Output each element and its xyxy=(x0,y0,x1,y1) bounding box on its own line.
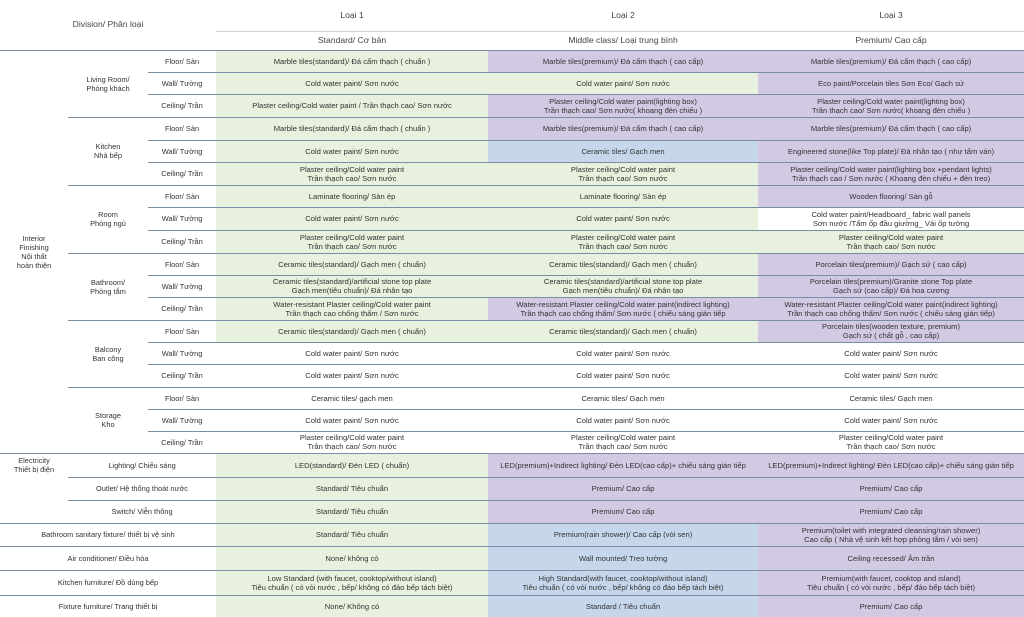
cell: Marble tiles(standard)/ Đá cẩm thạch ( chuẩn ) xyxy=(216,117,488,140)
cell: Marble tiles(standard)/ Đá cẩm thạch ( chuẩn ) xyxy=(216,50,488,72)
table-row xyxy=(0,140,1024,162)
row-label: Wall/ Tường xyxy=(148,409,216,431)
cell: None/ không có xyxy=(216,546,488,570)
header-row-1 xyxy=(0,0,1024,31)
cell: Cold water paint/ Sơn nước xyxy=(216,72,488,94)
loai3-header: Loại 3 xyxy=(758,0,1024,31)
row-label: Wall/ Tường xyxy=(148,342,216,364)
cell: Water-resistant Plaster ceiling/Cold water paint Trần thạch cao chống thấm / Sơn nước xyxy=(216,297,488,320)
table-row xyxy=(0,94,1024,117)
table-row xyxy=(0,253,1024,275)
cell: Ceramic tiles/ Gạch men xyxy=(488,387,758,409)
cell: Cold water paint/ Sơn nước xyxy=(488,72,758,94)
cell: LED(premium)+Indirect lighting/ Đèn LED(cao cấp)+ chiếu sáng gián tiếp xyxy=(758,453,1024,477)
cell: Plaster ceiling/Cold water paint Trần thạch cao/ Sơn nước xyxy=(758,230,1024,253)
cell: Plaster ceiling/Cold water paint Trần thạch cao/ Sơn nước xyxy=(758,431,1024,453)
table-row xyxy=(0,117,1024,140)
standard-header: Standard/ Cơ bản xyxy=(216,31,488,50)
kitchen-label: Kitchen Nhà bếp xyxy=(68,117,148,185)
cell: Ceramic tiles/ Gạch men xyxy=(488,140,758,162)
row-label: Floor/ Sàn xyxy=(148,387,216,409)
cell: Ceramic tiles(standard)/ Gạch men ( chuẩn) xyxy=(488,320,758,342)
row-label: Ceiling/ Trần xyxy=(148,230,216,253)
division-header: Division/ Phân loại xyxy=(0,0,216,50)
table-row xyxy=(0,477,1024,500)
table-row xyxy=(0,342,1024,364)
cell: Plaster ceiling/Cold water paint Trần thạch cao/ Sơn nước xyxy=(488,431,758,453)
cell: Ceramic tiles(standard)/ Gạch men ( chuẩn) xyxy=(216,253,488,275)
middle-header: Middle class/ Loại trung bình xyxy=(488,31,758,50)
cell: Premium(rain shower)/ Cao cấp (vòi sen) xyxy=(488,523,758,546)
row-label: Wall/ Tường xyxy=(148,140,216,162)
table-row xyxy=(0,207,1024,230)
row-label: Ceiling/ Trần xyxy=(148,297,216,320)
cell: Ceiling recessed/ Âm trần xyxy=(758,546,1024,570)
cell: Premium/ Cao cấp xyxy=(488,477,758,500)
loai2-header: Loại 2 xyxy=(488,0,758,31)
cell: Plaster ceiling/Cold water paint(lighting box) Trần thạch cao/ Sơn nước( khoang đèn chiếu ) xyxy=(758,94,1024,117)
cell: Porcelain tiles(premium)/Granite stone Top plate Gạch sứ (cao cấp)/ Đá hoa cương xyxy=(758,275,1024,297)
table-row xyxy=(0,50,1024,72)
cell: Premium/ Cao cấp xyxy=(758,500,1024,523)
cell: Porcelain tiles(premium)/ Gạch sứ ( cao cấp) xyxy=(758,253,1024,275)
cell: LED(premium)+Indirect lighting/ Đèn LED(cao cấp)+ chiếu sáng gián tiếp xyxy=(488,453,758,477)
cell: Standard/ Tiêu chuẩn xyxy=(216,477,488,500)
cell: Standard / Tiêu chuẩn xyxy=(488,595,758,617)
cell: Premium/ Cao cấp xyxy=(758,477,1024,500)
cell: Ceramic tiles(standard)/ Gạch men ( chuẩn) xyxy=(488,253,758,275)
cell: Cold water paint/ Sơn nước xyxy=(216,342,488,364)
table-row xyxy=(0,387,1024,409)
cell: Ceramic tiles(standard)/ Gạch men ( chuẩn) xyxy=(216,320,488,342)
cell: Plaster ceiling/Cold water paint / Trần thạch cao/ Sơn nước xyxy=(216,94,488,117)
row-label: Wall/ Tường xyxy=(148,207,216,230)
cell: Marble tiles(premium)/ Đá cẩm thạch ( cao cấp) xyxy=(488,117,758,140)
table-row xyxy=(0,275,1024,297)
cell: None/ Không có xyxy=(216,595,488,617)
cell: Cold water paint/ Sơn nước xyxy=(488,207,758,230)
table-row xyxy=(0,364,1024,387)
table-row xyxy=(0,523,1024,546)
table-row xyxy=(0,500,1024,523)
row-label: Fixture furniture/ Trang thiết bị xyxy=(58,601,158,611)
row-label: Floor/ Sàn xyxy=(148,117,216,140)
row-label: Floor/ Sàn xyxy=(148,185,216,207)
row-label: Floor/ Sàn xyxy=(148,253,216,275)
cell: Cold water paint/ Sơn nước xyxy=(216,364,488,387)
row-label: Outlet/ Hệ thống thoát nước xyxy=(68,477,216,500)
row-label: Floor/ Sàn xyxy=(148,50,216,72)
cell: LED(standard)/ Đèn LED ( chuẩn) xyxy=(216,453,488,477)
cell: Cold water paint/ Sơn nước xyxy=(216,409,488,431)
cell: High Standard(with faucet, cooktop/without island) Tiêu chuẩn ( có vòi nước , bếp/ không có đảo bếp tách biệt) xyxy=(488,570,758,595)
cell: Laminate flooring/ Sàn ép xyxy=(488,185,758,207)
cell: Plaster ceiling/Cold water paint(lighting box +pendant lights) Trần thạch cao / Sơn nước ( Khoang đèn chiếu + đèn treo) xyxy=(758,162,1024,185)
cell: Cold water paint/ Sơn nước xyxy=(488,364,758,387)
room-label: Room Phòng ngủ xyxy=(68,185,148,253)
table-row xyxy=(0,297,1024,320)
table-row xyxy=(0,595,1024,617)
table-row xyxy=(0,570,1024,595)
cell: Marble tiles(premium)/ Đá cẩm thạch ( cao cấp) xyxy=(488,50,758,72)
cell: Engineered stone(like Top plate)/ Đá nhân tạo ( như tấm ván) xyxy=(758,140,1024,162)
table-row xyxy=(0,431,1024,453)
cell: Standard/ Tiêu chuẩn xyxy=(216,523,488,546)
cell: Water-resistant Plaster ceiling/Cold water paint(indirect lighting) Trần thạch cao chống thấm/ Sơn nước ( chiếu sáng gián tiếp) xyxy=(758,297,1024,320)
balcony-label: Balcony Ban công xyxy=(68,320,148,387)
row-label: Switch/ Viễn thông xyxy=(68,500,216,523)
cell: Ceramic tiles/ Gạch men xyxy=(758,387,1024,409)
bathroom-label: Bathroom/ Phòng tắm xyxy=(68,253,148,320)
cell: Premium(toilet with integrated cleansing/rain shower) Cao cấp ( Nhà vệ sinh kết hợp phòng tắm / vòi sen) xyxy=(758,523,1024,546)
cell: Ceramic tiles(standard)/artificial stone top plate Gạch men(tiêu chuẩn)/ Đá nhân tạo xyxy=(488,275,758,297)
cell: Standard/ Tiêu chuẩn xyxy=(216,500,488,523)
table-row xyxy=(0,409,1024,431)
cell: Plaster ceiling/Cold water paint Trần thạch cao/ Sơn nước xyxy=(488,162,758,185)
table-row xyxy=(0,72,1024,94)
cell: Marble tiles(premium)/ Đá cẩm thạch ( cao cấp) xyxy=(758,50,1024,72)
cell: Plaster ceiling/Cold water paint Trần thạch cao/ Sơn nước xyxy=(488,230,758,253)
cell: Porcelain tiles(wooden texture, premium) Gạch sứ ( chất gỗ , cao cấp) xyxy=(758,320,1024,342)
electricity-category: Electricity Thiết bị điện xyxy=(0,453,68,523)
storage-label: Storage Kho xyxy=(68,387,148,453)
cell: Cold water paint/ Sơn nước xyxy=(488,409,758,431)
cell: Plaster ceiling/Cold water paint Trần thạch cao/ Sơn nước xyxy=(216,431,488,453)
row-label: Wall/ Tường xyxy=(148,72,216,94)
cell: Wall mounted/ Treo tường xyxy=(488,546,758,570)
cell: Premium(with faucet, cooktop and island) Tiêu chuẩn ( có vòi nước , bếp/ đảo bếp tách biệt) xyxy=(758,570,1024,595)
cell: Laminate flooring/ Sàn ép xyxy=(216,185,488,207)
row-label: Wall/ Tường xyxy=(148,275,216,297)
table-row xyxy=(0,185,1024,207)
loai1-header: Loại 1 xyxy=(216,0,488,31)
cell: Premium/ Cao cấp xyxy=(758,595,1024,617)
cell: Cold water paint/ Sơn nước xyxy=(488,342,758,364)
table-row xyxy=(0,320,1024,342)
table-row xyxy=(0,162,1024,185)
row-label: Ceiling/ Trần xyxy=(148,431,216,453)
cell: Cold water paint/ Sơn nước xyxy=(758,364,1024,387)
row-label: Lighting/ Chiếu sáng xyxy=(68,453,216,477)
table-row xyxy=(0,546,1024,570)
cell: Cold water paint/ Sơn nước xyxy=(216,207,488,230)
premium-header: Premium/ Cao cấp xyxy=(758,31,1024,50)
cell: Premium/ Cao cấp xyxy=(488,500,758,523)
cell: Plaster ceiling/Cold water paint Trần thạch cao/ Sơn nước xyxy=(216,162,488,185)
table-row xyxy=(0,230,1024,253)
cell: Plaster ceiling/Cold water paint Trần thạch cao/ Sơn nước xyxy=(216,230,488,253)
cell: Cold water paint/ Sơn nước xyxy=(758,409,1024,431)
cell: Plaster ceiling/Cold water paint(lighting box) Trần thạch cao/ Sơn nước( khoang đèn chiếu ) xyxy=(488,94,758,117)
row-label: Kitchen furniture/ Đồ dùng bếp xyxy=(0,570,216,595)
row-label: Ceiling/ Trần xyxy=(148,162,216,185)
cell: Wooden flooring/ Sàn gỗ xyxy=(758,185,1024,207)
row-label: Floor/ Sàn xyxy=(148,320,216,342)
row-label: Air conditioner/ Điều hòa xyxy=(0,546,216,570)
cell: Low Standard (with faucet, cooktop/without island) Tiêu chuẩn ( có vòi nước , bếp/ không có đảo bếp tách biệt) xyxy=(216,570,488,595)
cell: Marble tiles(premium)/ Đá cẩm thạch ( cao cấp) xyxy=(758,117,1024,140)
row-label: Ceiling/ Trần xyxy=(148,94,216,117)
cell: Cold water paint/ Sơn nước xyxy=(216,140,488,162)
cell: Cold water paint/ Sơn nước xyxy=(758,342,1024,364)
table-row xyxy=(0,453,1024,477)
cell: Water-resistant Plaster ceiling/Cold water paint(indirect lighting) Trần thạch cao chống thấm/ Sơn nước ( chiếu sáng gián tiếp xyxy=(488,297,758,320)
cell: Eco paint/Porcelain tiles Sơn Eco/ Gạch sứ xyxy=(758,72,1024,94)
cell: Ceramic tiles(standard)/artificial stone top plate Gạch men(tiêu chuẩn)/ Đá nhân tạo xyxy=(216,275,488,297)
row-label: Ceiling/ Trần xyxy=(148,364,216,387)
living-room-label: Living Room/ Phòng khách xyxy=(68,50,148,117)
row-label: Bathroom sanitary fixture/ thiết bị vệ sinh xyxy=(0,523,216,546)
cell: Ceramic tiles/ gạch men xyxy=(216,387,488,409)
cell: Cold water paint/Headboard_ fabric wall panels Sơn nước /Tấm ốp đầu giường_ Vải ốp tường xyxy=(758,207,1024,230)
interior-category: Interior Finishing Nội thất hoàn thiện xyxy=(0,50,68,453)
